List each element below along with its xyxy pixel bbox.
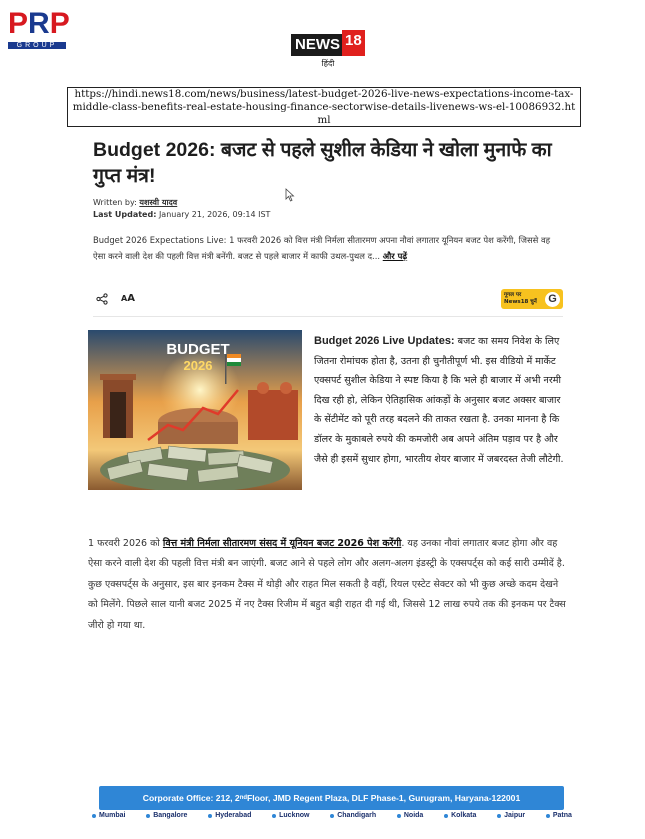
google-g-icon: G (545, 292, 560, 307)
byline (93, 197, 177, 208)
city-name: Patna (552, 812, 572, 819)
budget-illustration (88, 330, 302, 490)
city-item (272, 812, 309, 819)
bullet-icon (146, 814, 150, 818)
bullet-icon (497, 814, 501, 818)
bullet-icon (397, 814, 401, 818)
font-size-small-glyph: A (121, 294, 128, 303)
prp-letter-1: P (8, 7, 28, 40)
city-item (397, 812, 423, 819)
last-updated-value: January 21, 2026, 09:14 IST (158, 210, 271, 219)
city-item (444, 812, 476, 819)
prp-letter-2: R (28, 7, 49, 40)
image-title-text: BUDGET (166, 341, 230, 358)
bullet-icon (92, 814, 96, 818)
article-headline: Budget 2026: बजट से पहले सुशील केडिया ने खोला मुनाफे का गुप्त मंत्र! (93, 139, 552, 187)
corporate-office-banner (99, 786, 564, 810)
share-icon[interactable] (96, 293, 108, 305)
divider (93, 316, 563, 317)
font-size-large-glyph: A (127, 293, 135, 304)
image-year-text: 2026 (183, 358, 213, 373)
city-item (146, 812, 187, 819)
article-summary (93, 232, 555, 264)
bullet-icon (272, 814, 276, 818)
bullet-icon (444, 814, 448, 818)
news18-logo-hindi: हिंदी (321, 59, 335, 68)
budget-presentation-link[interactable]: वित्त मंत्री निर्मला सीतारमण संसद में यूनियन बजट 2026 पेश करेंगी (162, 538, 402, 549)
city-name: Mumbai (99, 812, 126, 819)
source-url: https://hindi.news18.com/news/business/latest-budget-2026-live-news-expectations-income-tax-middle-class-benefits-real-estate-housing-finance-sectorwise-details-livenews-ws-el-10086932.html (67, 87, 581, 127)
city-item (546, 812, 572, 819)
city-name: Kolkata (451, 812, 477, 819)
body-text-before: 1 फरवरी 2026 को (88, 538, 160, 549)
prp-group-label: GROUP (8, 42, 66, 49)
office-address-sup: nd (239, 795, 248, 801)
summary-text: Budget 2026 Expectations Live: 1 फरवरी 2026 को वित्त मंत्री निर्मला सीतारमण अपना नौवां लगातार यूनियन बजट पेश करेंगी, जिससे वह ऐसा करने वाली देश की पहली वित्त मंत्री बनेंगी. बजट से पहले बाजार में काफी उथल-पुथल द... (93, 235, 551, 261)
city-name: Noida (403, 812, 424, 819)
office-address-suffix: Floor, JMD Regent Plaza, DLF Phase-1, Gurugram, Haryana-122001 (247, 793, 521, 803)
bullet-icon (546, 814, 550, 818)
prp-group-logo (8, 8, 68, 54)
bullet-icon (208, 814, 212, 818)
city-item (92, 812, 125, 819)
google-preferred-source-button[interactable] (501, 289, 563, 309)
city-name: Lucknow (279, 812, 310, 819)
city-item (330, 812, 376, 819)
read-more-link[interactable]: और पढ़ें (382, 251, 408, 261)
last-updated-label: Last Updated: (93, 210, 157, 219)
live-updates-text: बजट का समय निवेश के लिए जितना रोमांचक होता है, उतना ही चुनौतीपूर्ण भी. इस वीडियो में मार्केट एक्सपर्ट सुशील केडिया ने स्पष्ट किया है कि भले ही बाजार में अभी नरमी दिख रही हो, लेकिन ऐतिहासिक आंकड़ों के अनुसार बजट अक्सर बाजार के सेंटीमेंट को पूरी तरह बदलने की ताकत रखता है. उनका मानना है कि डॉलर के मुकाबले रुपये की कमजोरी अब अपने अंतिम पड़ाव पर है और जैसे ही इसमें सुधार होगा, भारतीय शेयर बाजार में जबरदस्त तेजी लौटेगी. (314, 336, 564, 465)
city-name: Chandigarh (337, 812, 377, 819)
city-item (208, 812, 251, 819)
google-badge-line2: News18 चुनें (504, 299, 537, 305)
city-name: Bangalore (153, 812, 188, 819)
city-item (497, 812, 525, 819)
last-updated (93, 210, 270, 219)
live-updates-paragraph (314, 332, 570, 469)
written-by-label: Written by: (93, 198, 137, 207)
google-badge-line1: गूगल पर (504, 292, 522, 298)
article-image (88, 330, 302, 490)
live-updates-lead: Budget 2026 Live Updates: (314, 335, 455, 347)
office-address-prefix: Corporate Office: 212, 2 (142, 793, 240, 803)
author-link[interactable]: यशस्वी यादव (139, 198, 178, 207)
news18-logo (291, 34, 365, 70)
city-name: Jaipur (504, 812, 526, 819)
body-paragraph (88, 534, 568, 636)
font-size-icon[interactable] (121, 293, 135, 304)
body-text-after: . यह उनका नौवां लगातार बजट होगा और वह ऐसा करने वाली देश की पहली वित्त मंत्री बन जाएंगी. बजट आने से पहले लोग और अलग-अलग इंडस्ट्री के एक्सपर्ट्स को कई सारी उम्मीदें है. कुछ एक्सपर्ट्स के अनुसार, इस बार इनकम टैक्स में थोड़ी और राहत मिल सकती है वहीं, रियल एस्टेट सेक्टर को भी कुछ अच्छे कदम देखने को मिलेंगे. पिछले साल यानी बजट 2025 में नए टैक्स रिजीम में बहुत बड़ी राहत दी गई थी, जिससे 12 लाख रुपये तक की इनकम पर टैक्स जीरो हो गया था. (88, 538, 566, 631)
office-cities (92, 812, 572, 819)
city-name: Hyderabad (215, 812, 252, 819)
mouse-cursor-icon (285, 188, 295, 202)
bullet-icon (330, 814, 334, 818)
news18-logo-word: NEWS (291, 34, 342, 56)
prp-letter-3: P (49, 7, 69, 40)
news18-logo-number: 18 (342, 30, 365, 56)
